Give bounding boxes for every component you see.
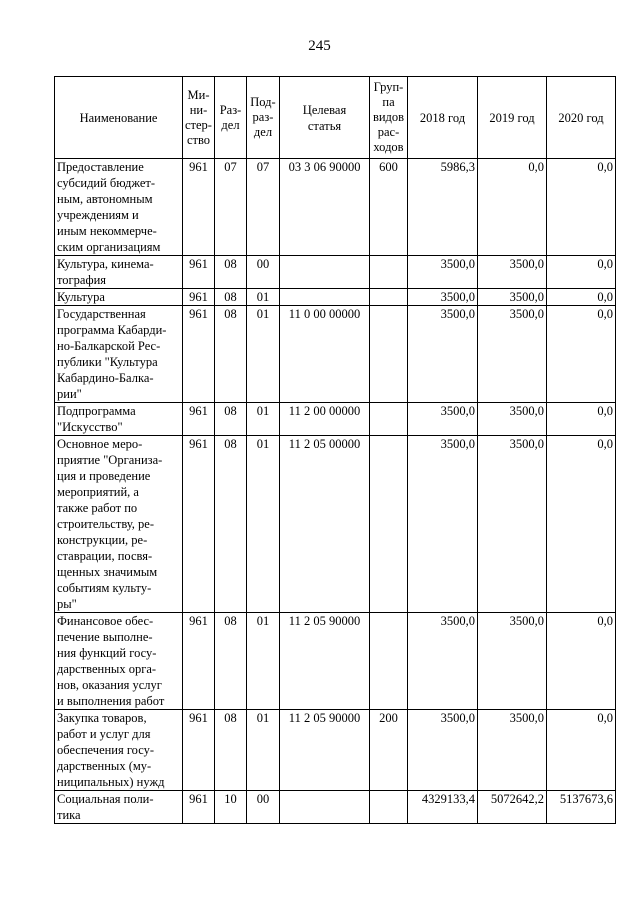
cell-target: 11 2 05 00000 xyxy=(280,436,370,613)
cell-ministry: 961 xyxy=(183,159,215,256)
cell-target xyxy=(280,256,370,289)
header-section xyxy=(215,77,247,159)
header-target xyxy=(280,77,370,159)
cell-expense-group xyxy=(370,791,408,824)
cell-name: Государственная программа Кабарди- но-Балкарской Рес- публики "Культура Кабардино-Балка- рии" xyxy=(55,306,183,403)
cell-section: 07 xyxy=(215,159,247,256)
cell-name: Социальная поли- тика xyxy=(55,791,183,824)
header-subsection-text: Под- раз- дел xyxy=(250,95,276,139)
cell-ministry: 961 xyxy=(183,403,215,436)
cell-ministry: 961 xyxy=(183,256,215,289)
cell-expense-group xyxy=(370,289,408,306)
header-2020: 2020 год xyxy=(547,77,616,159)
cell-subsection: 01 xyxy=(247,436,280,613)
cell-2020: 0,0 xyxy=(547,159,616,256)
table-row xyxy=(55,306,616,403)
cell-2018: 3500,0 xyxy=(408,256,478,289)
cell-subsection: 00 xyxy=(247,256,280,289)
cell-subsection: 01 xyxy=(247,306,280,403)
cell-subsection: 01 xyxy=(247,403,280,436)
cell-ministry: 961 xyxy=(183,306,215,403)
cell-section: 08 xyxy=(215,403,247,436)
cell-ministry: 961 xyxy=(183,613,215,710)
header-expense-group-text: Груп- па видов рас- ходов xyxy=(372,80,405,154)
cell-2019: 3500,0 xyxy=(478,256,547,289)
cell-2020: 0,0 xyxy=(547,613,616,710)
cell-target xyxy=(280,791,370,824)
cell-2020: 0,0 xyxy=(547,710,616,791)
cell-2018: 3500,0 xyxy=(408,403,478,436)
cell-name: Закупка товаров, работ и услуг для обеспечения госу- дарственных (му- ниципальных) нужд xyxy=(55,710,183,791)
cell-2019: 3500,0 xyxy=(478,436,547,613)
cell-2020: 0,0 xyxy=(547,256,616,289)
cell-expense-group xyxy=(370,436,408,613)
cell-section: 08 xyxy=(215,289,247,306)
cell-2019: 5072642,2 xyxy=(478,791,547,824)
cell-section: 08 xyxy=(215,710,247,791)
cell-2020: 0,0 xyxy=(547,306,616,403)
cell-2018: 4329133,4 xyxy=(408,791,478,824)
cell-target: 11 2 05 90000 xyxy=(280,613,370,710)
cell-expense-group xyxy=(370,256,408,289)
cell-name: Культура, кинема- тография xyxy=(55,256,183,289)
table-row xyxy=(55,289,616,306)
cell-subsection: 01 xyxy=(247,289,280,306)
cell-section: 08 xyxy=(215,306,247,403)
header-expense-group xyxy=(370,77,408,159)
table-body xyxy=(55,159,616,824)
cell-ministry: 961 xyxy=(183,710,215,791)
header-name: Наименование xyxy=(55,77,183,159)
cell-target: 11 2 00 00000 xyxy=(280,403,370,436)
header-section-text: Раз- дел xyxy=(219,102,242,132)
cell-ministry: 961 xyxy=(183,791,215,824)
cell-expense-group: 600 xyxy=(370,159,408,256)
page-number: 245 xyxy=(308,38,331,54)
cell-section: 08 xyxy=(215,436,247,613)
cell-name: Подпрограмма "Искусство" xyxy=(55,403,183,436)
cell-2018: 3500,0 xyxy=(408,710,478,791)
cell-name: Предоставление субсидий бюджет- ным, автономным учреждениям и иным некоммерче- ским организациям xyxy=(55,159,183,256)
cell-2018: 3500,0 xyxy=(408,306,478,403)
cell-ministry: 961 xyxy=(183,289,215,306)
cell-2019: 0,0 xyxy=(478,159,547,256)
cell-name: Культура xyxy=(55,289,183,306)
cell-target: 11 0 00 00000 xyxy=(280,306,370,403)
cell-subsection: 01 xyxy=(247,613,280,710)
table-row xyxy=(55,256,616,289)
table-header-row xyxy=(55,77,616,159)
cell-target: 11 2 05 90000 xyxy=(280,710,370,791)
cell-2018: 5986,3 xyxy=(408,159,478,256)
cell-expense-group xyxy=(370,613,408,710)
cell-2019: 3500,0 xyxy=(478,306,547,403)
table-row xyxy=(55,436,616,613)
header-subsection xyxy=(247,77,280,159)
cell-target xyxy=(280,289,370,306)
cell-2018: 3500,0 xyxy=(408,436,478,613)
cell-2020: 0,0 xyxy=(547,436,616,613)
budget-table xyxy=(54,76,616,824)
cell-2020: 0,0 xyxy=(547,289,616,306)
table-row xyxy=(55,791,616,824)
cell-expense-group xyxy=(370,403,408,436)
cell-expense-group xyxy=(370,306,408,403)
cell-section: 10 xyxy=(215,791,247,824)
cell-subsection: 07 xyxy=(247,159,280,256)
header-ministry-text: Ми- ни- стер- ство xyxy=(185,87,212,147)
cell-2019: 3500,0 xyxy=(478,710,547,791)
header-2019: 2019 год xyxy=(478,77,547,159)
cell-subsection: 01 xyxy=(247,710,280,791)
table-row xyxy=(55,159,616,256)
cell-name: Финансовое обес- печение выполне- ния функций госу- дарственных орга- нов, оказания услуг и выполнения работ xyxy=(55,613,183,710)
cell-section: 08 xyxy=(215,613,247,710)
cell-ministry: 961 xyxy=(183,436,215,613)
cell-2019: 3500,0 xyxy=(478,289,547,306)
header-target-text: Целевая статья xyxy=(302,102,347,133)
cell-name: Основное меро- приятие "Организа- ция и проведение мероприятий, а также работ по строительству, ре- конструкции, ре- ставрации, посвя- щенных значимым событиям культу- ры" xyxy=(55,436,183,613)
cell-2020: 0,0 xyxy=(547,403,616,436)
cell-2020: 5137673,6 xyxy=(547,791,616,824)
table-row xyxy=(55,613,616,710)
cell-2018: 3500,0 xyxy=(408,289,478,306)
cell-2019: 3500,0 xyxy=(478,613,547,710)
cell-subsection: 00 xyxy=(247,791,280,824)
header-2018: 2018 год xyxy=(408,77,478,159)
table-row xyxy=(55,710,616,791)
cell-expense-group: 200 xyxy=(370,710,408,791)
cell-target: 03 3 06 90000 xyxy=(280,159,370,256)
cell-2019: 3500,0 xyxy=(478,403,547,436)
table-row xyxy=(55,403,616,436)
cell-2018: 3500,0 xyxy=(408,613,478,710)
header-ministry xyxy=(183,77,215,159)
cell-section: 08 xyxy=(215,256,247,289)
